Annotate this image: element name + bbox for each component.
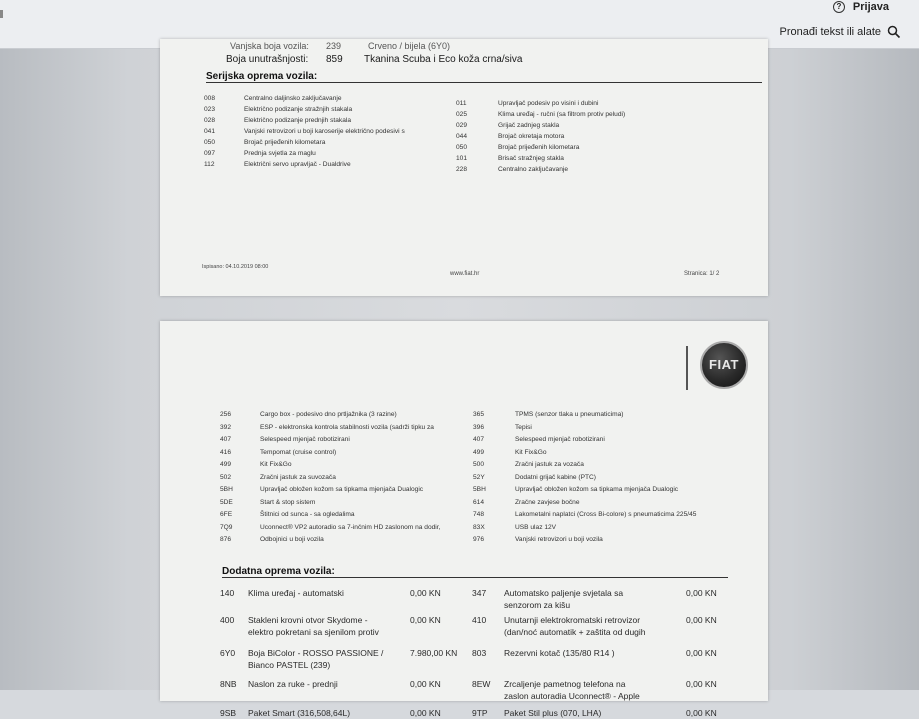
equipment-code: 876 [220,536,232,543]
additional-code: 6Y0 [220,648,236,658]
equipment-description: Dodatni grijač kabine (PTC) [515,473,596,481]
equipment-code: 044 [456,133,468,140]
equipment-description: Zračni jastuk za suvozača [260,473,336,481]
additional-price: 0,00 KN [410,588,441,598]
equipment-description: Selespeed mjenjač robotizirani [515,436,605,443]
equipment-code: 041 [204,128,216,135]
equipment-code: 407 [220,436,232,443]
login-label[interactable]: Prijava [852,1,889,13]
equipment-code: 112 [204,161,215,168]
interior-color-row: Boja unutrašnjosti: 859 Tkanina Scuba i Eco koža crna/siva [226,54,523,65]
equipment-description: Lakometalni naplatci (Cross Bi-colore) s pneumaticima 225/45 [515,511,697,518]
equipment-description: Odbojnici u boji vozila [260,536,324,543]
equipment-description: Selespeed mjenjač robotizirani [260,436,350,443]
additional-code: 8NB [220,679,237,689]
equipment-description: Prednja svjetla za maglu [244,150,316,157]
additional-price: 0,00 KN [410,615,441,625]
equipment-code: 499 [220,461,232,468]
additional-description: Paket Smart (316,508,64L) [248,708,351,718]
equipment-description: Vanjski retrovizori u boji karoserije električno podesivi s [244,128,405,135]
logo-divider [686,346,688,390]
additional-code: 400 [220,615,235,625]
equipment-code: 748 [473,511,485,518]
help-icon[interactable]: ? [833,1,845,13]
equipment-description: Električno podizanje stražnjih stakala [244,106,353,113]
equipment-description: USB ulaz 12V [515,523,557,531]
additional-price: 0,00 KN [686,679,717,689]
additional-description: Zrcaljenje pametnog telefona na zaslon autoradia Uconnect® - Apple [504,679,640,701]
equipment-description: TPMS (senzor tlaka u pneumaticima) [515,411,624,418]
additional-code: 410 [472,615,487,625]
equipment-description: Vanjski retrovizori u boji vozila [515,536,603,543]
serial-equipment-title: Serijska oprema vozila: [206,71,762,83]
equipment-code: 407 [473,436,485,443]
additional-code: 347 [472,588,487,598]
equipment-description: Grijač zadnjeg stakla [498,122,560,129]
find-label[interactable]: Pronađi tekst ili alate [779,26,881,38]
equipment-description: Brojač prijeđenih kilometara [244,139,326,146]
equipment-code: 023 [204,106,216,113]
additional-code: 9TP [472,708,488,718]
equipment-code: 050 [456,144,468,151]
equipment-code: 050 [204,139,216,146]
equipment-code: 029 [456,122,468,129]
document-viewer[interactable] [0,41,919,718]
equipment-description: Kit Fix&Go [260,461,292,468]
pdf-page-2 [160,321,768,718]
equipment-code: 5BH [473,486,486,493]
additional-code: 803 [472,648,487,658]
equipment-description: Brojač okretaja motora [498,133,565,140]
find-tools-button[interactable] [780,25,902,39]
pdf-page-1 [160,39,768,296]
equipment-description: Zračne zavjese bočne [515,498,580,506]
additional-price: 0,00 KN [686,615,717,625]
print-date: Ispisano: 04.10.2019 08:00 [202,264,269,270]
equipment-description: Upravljač podesiv po visini i dubini [498,100,599,107]
equipment-description: Električni servo upravljač - Dualdrive [244,161,351,168]
additional-price: 0,00 KN [410,708,441,718]
equipment-code: 500 [473,461,485,468]
additional-price: 0,00 KN [686,648,717,658]
additional-equipment-title: Dodatna oprema vozila: [222,566,728,578]
equipment-description: Tepisi [515,423,532,431]
equipment-code: 396 [473,423,485,431]
additional-description: Boja BiColor - ROSSO PASSIONE / Bianco PASTEL (239) [248,648,384,670]
website: www.fiat.hr [450,271,480,277]
equipment-code: 228 [456,166,468,173]
equipment-description: Brisač stražnjeg stakla [498,155,564,162]
additional-price: 0,00 KN [686,588,717,598]
page-number: Stranica: 1/ 2 [684,271,720,277]
equipment-description: Klima uređaj - ručni (sa filtrom protiv peludi) [498,111,626,118]
additional-description: Rezervni kotač (135/80 R14 ) [504,648,615,658]
exterior-color-row: Vanjska boja vozila: 239 Crveno / bijela (6Y0) [230,41,451,51]
equipment-description: Centralno zaključavanje [498,166,569,173]
additional-description: Klima uređaj - automatski [248,588,344,598]
login-button[interactable] [833,0,889,14]
equipment-code: 256 [220,411,232,418]
fiat-logo: FIAT [700,341,748,389]
equipment-code: 499 [473,448,485,456]
equipment-code: 5BH [220,486,233,493]
additional-price: 7.980,00 KN [410,648,458,658]
equipment-description: Upravljač obložen kožom sa tipkama mjenjača Dualogic [515,486,679,493]
equipment-description: Kit Fix&Go [515,448,547,456]
equipment-description: Zračni jastuk za vozača [515,461,584,468]
equipment-code: 7Q9 [220,523,233,531]
additional-code: 9SB [220,708,237,718]
equipment-code: 6FE [220,511,233,518]
equipment-description: Upravljač obložen kožom sa tipkama mjenjača Dualogic [260,486,424,493]
additional-price: 0,00 KN [410,679,441,689]
equipment-code: 5DE [220,498,233,506]
equipment-description: ESP - elektronska kontrola stabilnosti vozila (sadrži tipku za [260,423,434,431]
equipment-code: 008 [204,95,216,102]
equipment-code: 416 [220,448,232,456]
equipment-code: 101 [456,155,468,162]
additional-description: Naslon za ruke - prednji [248,679,338,689]
equipment-description: Štitnici od sunca - sa ogledalima [260,511,355,518]
additional-price: 0,00 KN [686,708,717,718]
equipment-description: Centralno daljinsko zaključavanje [244,95,342,102]
additional-code: 8EW [472,679,491,689]
search-icon[interactable] [887,25,901,39]
equipment-code: 025 [456,111,468,118]
additional-code: 140 [220,588,235,598]
equipment-code: 52Y [473,473,485,481]
additional-description: Stakleni krovni otvor Skydome - elektro pokretani sa sjenilom protiv [248,615,379,637]
equipment-description: Tempomat (cruise control) [260,448,337,456]
equipment-code: 392 [220,423,232,431]
additional-description: Unutarnji elektrokromatski retrovizor (dan/noć automatik + zaštita od dugih [504,615,646,637]
additional-description: Automatsko paljenje svjetala sa senzorom za kišu [504,588,624,610]
equipment-description: Uconnect® VP2 autoradio sa 7-inčnim HD zaslonom na dodir, [260,523,441,531]
equipment-code: 976 [473,536,485,543]
equipment-code: 097 [204,150,216,157]
equipment-code: 83X [473,523,485,531]
equipment-code: 365 [473,411,485,418]
additional-description: Paket Stil plus (070, LHA) [504,708,602,718]
equipment-description: Cargo box - podesivo dno prtljažnika (3 razine) [260,411,397,418]
equipment-description: Brojač prijeđenih kilometara [498,144,580,151]
equipment-code: 502 [220,473,232,481]
equipment-code: 614 [473,498,485,506]
window-edge-mark [0,10,3,18]
equipment-code: 011 [456,100,467,107]
equipment-code: 028 [204,117,216,124]
equipment-description: Električno podizanje prednjih stakala [244,117,352,124]
equipment-description: Start & stop sistem [260,498,316,506]
